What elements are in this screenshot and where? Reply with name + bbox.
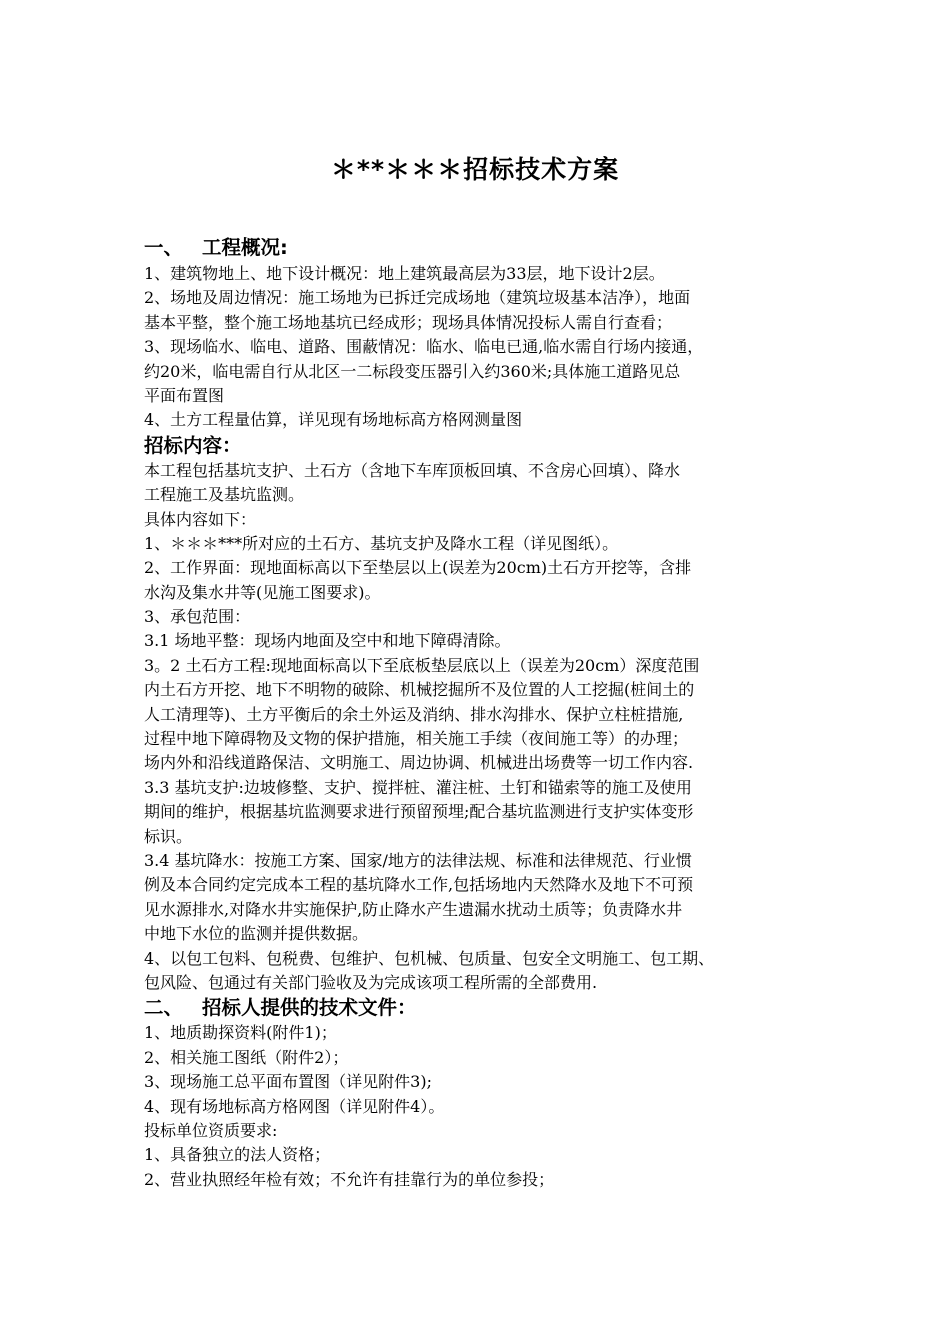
text-line: 3、承包范围： bbox=[144, 607, 251, 627]
text-line: 期间的维护，根据基坑监测要求进行预留预埋;配合基坑监测进行支护实体变形 bbox=[144, 802, 694, 822]
text-line: 见水源排水,对降水井实施保护,防止降水产生遗漏水扰动土质等；负责降水井 bbox=[144, 899, 683, 919]
text-line: 3.4 基坑降水：按施工方案、国家/地方的法律法规、标准和法律规范、行业惯 bbox=[144, 850, 692, 870]
text-line: 4、以包工包料、包税费、包维护、包机械、包质量、包安全文明施工、包工期、 bbox=[144, 948, 715, 968]
text-line: 包风险、包通过有关部门验收及为完成该项工程所需的全部费用. bbox=[144, 972, 598, 992]
text-line: 本工程包括基坑支护、土石方（含地下车库顶板回填、不含房心回填）、降水 bbox=[144, 460, 681, 480]
text-line: 人工清理等)、土方平衡后的余土外运及消纳、排水沟排水、保护立柱桩措施, bbox=[144, 704, 684, 724]
text-line: 约20米，临电需自行从北区一二标段变压器引入约360米;具体施工道路见总 bbox=[144, 361, 681, 381]
document-body bbox=[144, 232, 824, 1192]
text-line: 2、营业执照经年检有效；不允许有挂靠行为的单位参投； bbox=[144, 1169, 555, 1189]
section-title: 招标人提供的技术文件： bbox=[202, 996, 417, 1020]
text-line: 具体内容如下： bbox=[144, 509, 257, 529]
text-line: 1、地质勘探资料(附件1)； bbox=[144, 1023, 337, 1043]
section-number: 二、 bbox=[144, 996, 184, 1020]
section-heading-technical-documents bbox=[144, 995, 824, 1021]
technical-documents-paragraphs bbox=[144, 1021, 824, 1192]
section-number: 一、 bbox=[144, 236, 184, 259]
document-title: ＊**＊＊＊招标技术方案 bbox=[330, 155, 620, 184]
tender-scope-paragraphs bbox=[144, 459, 824, 996]
text-line: 标识。 bbox=[144, 826, 193, 846]
text-line: 过程中地下障碍物及文物的保护措施，相关施工手续（夜间施工等）的办理； bbox=[144, 729, 689, 749]
text-line: 1、建筑物地上、地下设计概况：地上建筑最高层为33层，地下设计2层。 bbox=[144, 264, 665, 283]
section-title: 工程概况: bbox=[202, 236, 288, 259]
text-line: 3、现场施工总平面布置图（详见附件3); bbox=[144, 1072, 432, 1092]
text-line: 基本平整，整个施工场地基坑已经成形；现场具体情况投标人需自行查看； bbox=[144, 312, 673, 332]
text-line: 工程施工及基坑监测。 bbox=[144, 485, 305, 505]
text-line: 4、土方工程量估算，详见现有场地标高方格网测量图 bbox=[144, 410, 523, 430]
section-heading-project-overview bbox=[144, 232, 824, 262]
project-overview-paragraphs bbox=[144, 262, 824, 433]
text-line: 场内外和沿线道路保洁、文明施工、周边协调、机械进出场费等一切工作内容. bbox=[144, 753, 694, 773]
text-line: 2、场地及周边情况：施工场地为已拆迁完成场地（建筑垃圾基本洁净），地面 bbox=[144, 288, 691, 308]
text-line: 3.3 基坑支护:边坡修整、支护、搅拌桩、灌注桩、土钉和锚索等的施工及使用 bbox=[144, 777, 692, 797]
section-title: 招标内容： bbox=[144, 433, 242, 457]
text-line: 平面布置图 bbox=[144, 385, 225, 405]
text-line: 例及本合同约定完成本工程的基坑降水工作,包括场地内天然降水及地下不可预 bbox=[144, 875, 694, 895]
text-line: 3。2 土石方工程:现地面标高以下至底板垫层底以上（误差为20cm）深度范围 bbox=[144, 655, 700, 675]
text-line: 1、具备独立的法人资格； bbox=[144, 1145, 331, 1165]
text-line: 3、现场临水、临电、道路、围蔽情况：临水、临电已通,临水需自行场内接通， bbox=[144, 337, 704, 357]
text-line: 2、相关施工图纸（附件2）； bbox=[144, 1047, 349, 1067]
text-line: 3.1 场地平整：现场内地面及空中和地下障碍清除。 bbox=[144, 631, 511, 651]
text-line: 4、现有场地标高方格网图（详见附件4）。 bbox=[144, 1096, 445, 1116]
text-line: 水沟及集水井等(见施工图要求)。 bbox=[144, 582, 381, 602]
text-line: 2、工作界面：现地面标高以下至垫层以上(误差为20cm)土石方开挖等，含排 bbox=[144, 558, 692, 578]
text-line: 中地下水位的监测并提供数据。 bbox=[144, 924, 369, 944]
text-line: 1、＊＊＊***所对应的土石方、基坑支护及降水工程（详见图纸）。 bbox=[144, 533, 619, 553]
text-line: 内土石方开挖、地下不明物的破除、机械挖掘所不及位置的人工挖掘(桩间土的 bbox=[144, 680, 695, 700]
section-heading-tender-scope bbox=[144, 433, 824, 459]
text-line: 投标单位资质要求: bbox=[144, 1120, 278, 1140]
